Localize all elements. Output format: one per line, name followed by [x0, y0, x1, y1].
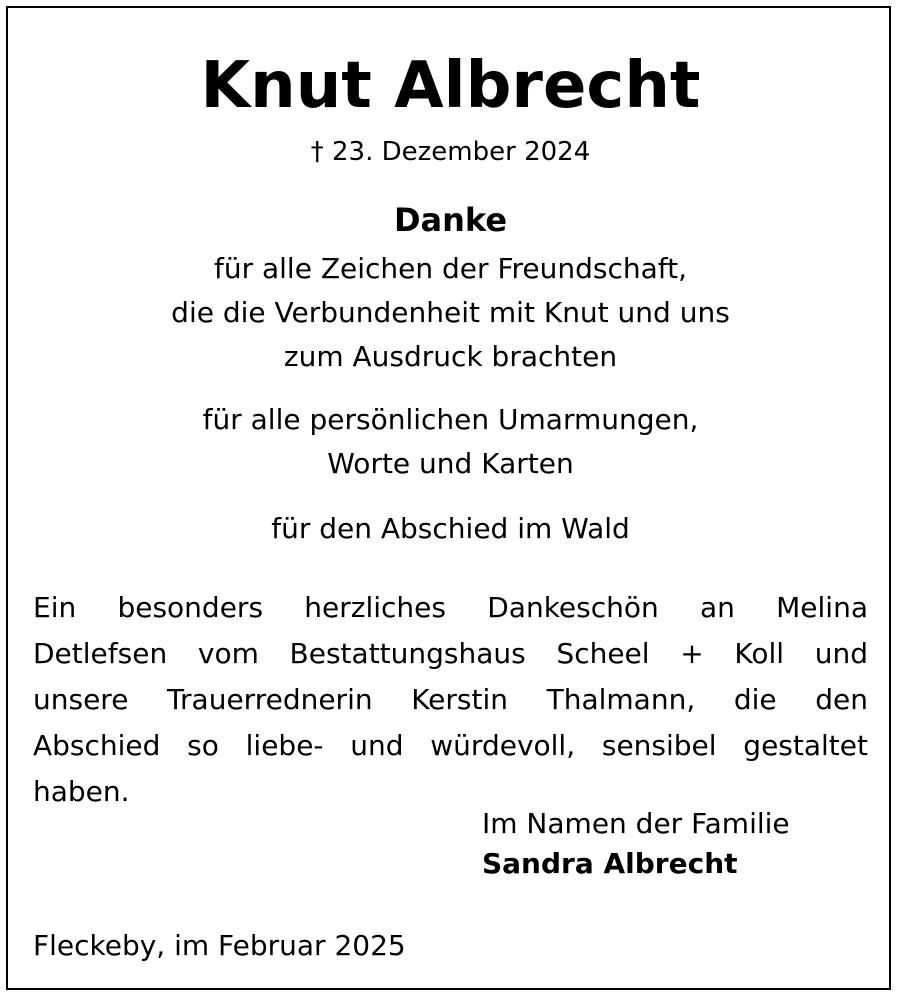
death-date: † 23. Dezember 2024	[310, 137, 591, 167]
verse-line: für den Abschied im Wald	[271, 512, 630, 545]
verse-line: die die Verbundenheit mit Knut und uns	[171, 296, 730, 329]
paragraph-line: Detlefsen vom Bestattungshaus Scheel + Koll und	[33, 637, 868, 670]
signer-name: Sandra Albrecht	[482, 847, 738, 880]
thanks-heading: Danke	[393, 201, 508, 239]
verse-line: für alle Zeichen der Freundschaft,	[213, 252, 688, 285]
verse-line: zum Ausdruck brachten	[283, 340, 618, 373]
paragraph-line: Abschied so liebe- und würdevoll, sensibel gestaltet	[33, 729, 868, 762]
paragraph-line: Ein besonders herzliches Dankeschön an Melina	[33, 591, 868, 624]
verse-line: für alle persönlichen Umarmungen,	[202, 403, 699, 436]
special-thanks-paragraph	[33, 585, 868, 815]
deceased-name: Knut Albrecht	[200, 49, 701, 123]
signoff	[482, 804, 790, 884]
paragraph-line: unsere Trauerrednerin Kerstin Thalmann, die den	[33, 683, 868, 716]
signoff-line: Im Namen der Familie	[482, 807, 790, 840]
thanks-verse-farewell	[0, 507, 901, 551]
thanks-verse-friendship	[0, 247, 901, 379]
verse-line: Worte und Karten	[327, 447, 574, 480]
paragraph-line: haben.	[33, 775, 130, 808]
thanks-verse-hugs	[0, 398, 901, 486]
place-and-date: Fleckeby, im Februar 2025	[33, 929, 406, 962]
